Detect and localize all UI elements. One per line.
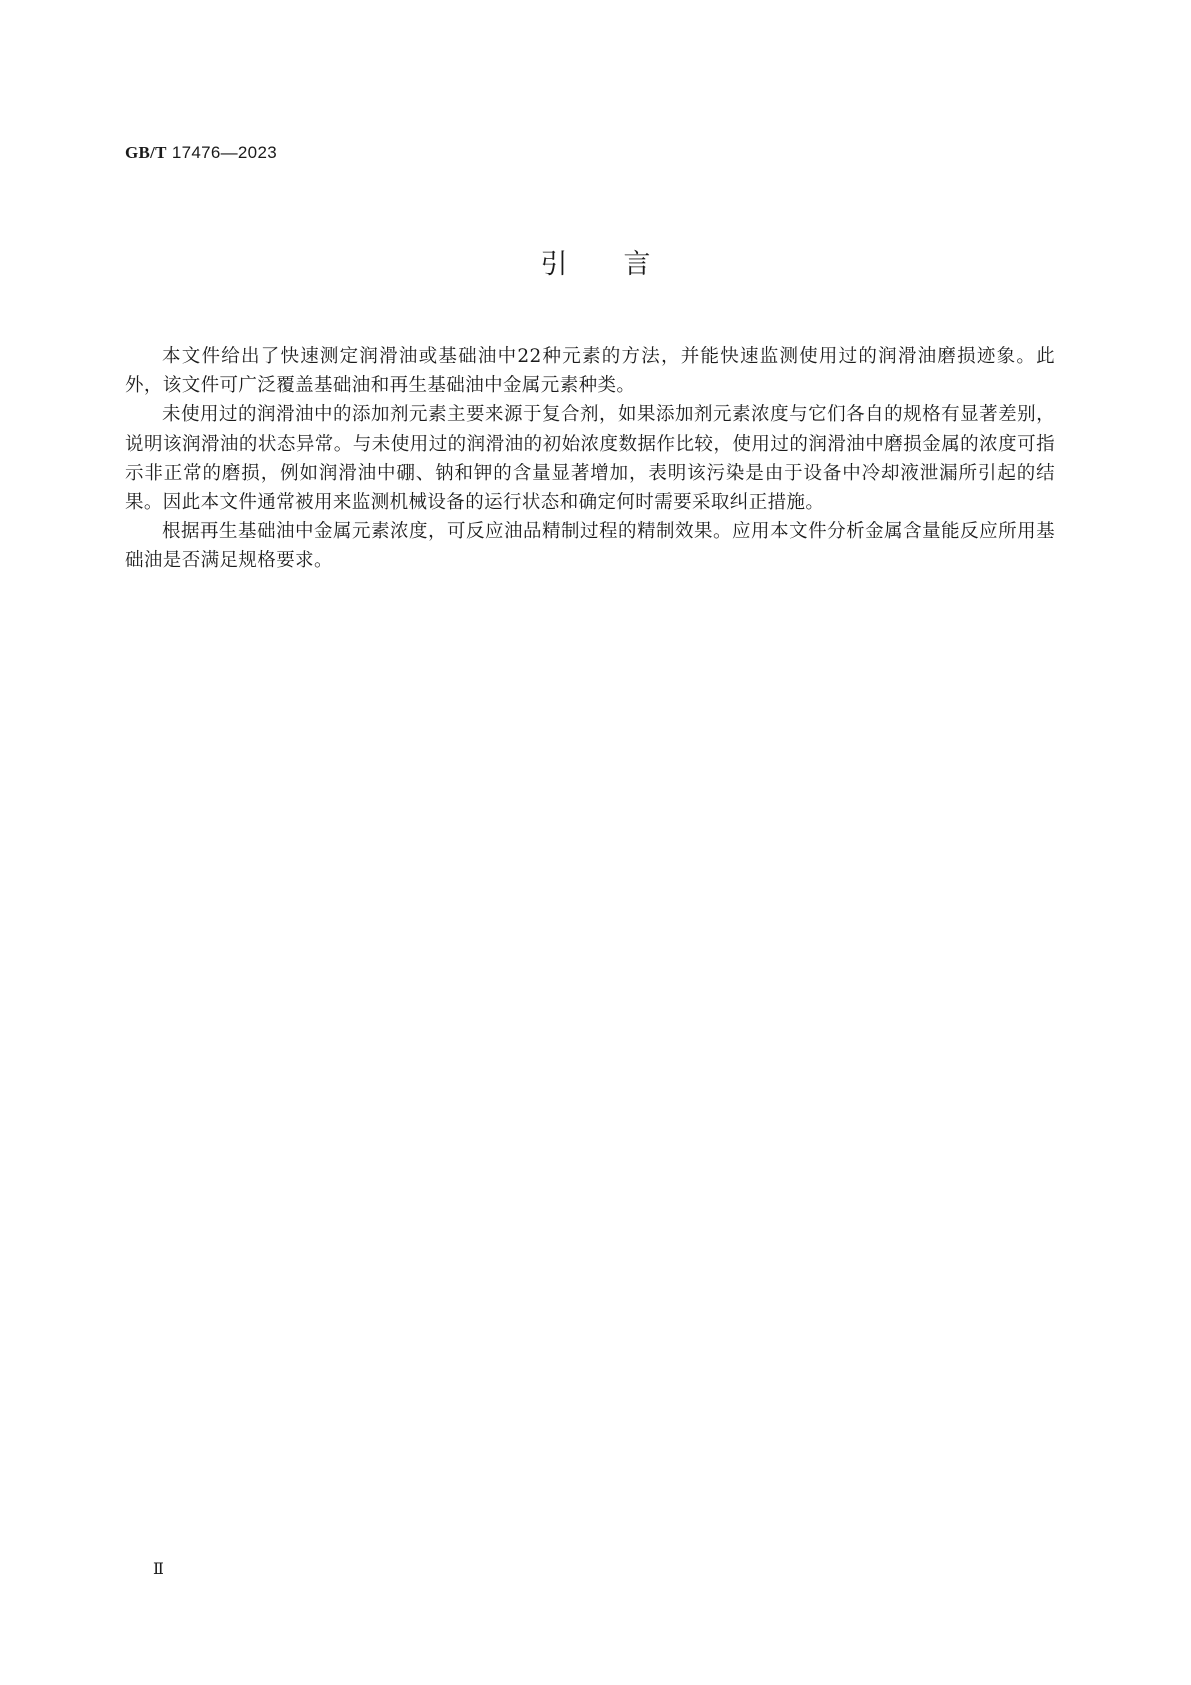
standard-prefix: GB/T [125, 143, 167, 162]
introduction-body [125, 342, 1055, 576]
page-title: 引言 [540, 249, 707, 280]
paragraph-3: 根据再生基础油中金属元素浓度，可反应油品精制过程的精制效果。应用本文件分析金属含量能反应所用基础油是否满足规格要求。 [125, 521, 1055, 572]
paragraph-1: 本文件给出了快速测定润滑油或基础油中22种元素的方法，并能快速监测使用过的润滑油磨损迹象。此外，该文件可广泛覆盖基础油和再生基础油中金属元素种类。 [125, 346, 1055, 397]
page-number: Ⅱ [153, 1559, 164, 1578]
paragraph-2: 未使用过的润滑油中的添加剂元素主要来源于复合剂，如果添加剂元素浓度与它们各自的规格有显著差别，说明该润滑油的状态异常。与未使用过的润滑油的初始浓度数据作比较，使用过的润滑油中磨损金属的浓度可指示非正常的磨损，例如润滑油中硼、钠和钾的含量显著增加，表明该污染是由于设备中冷却液泄漏所引起的结果。因此本文件通常被用来监测机械设备的运行状态和确定何时需要采取纠正措施。 [125, 404, 1055, 514]
standard-number: 17476—2023 [171, 143, 277, 162]
standard-code-header [125, 143, 277, 163]
